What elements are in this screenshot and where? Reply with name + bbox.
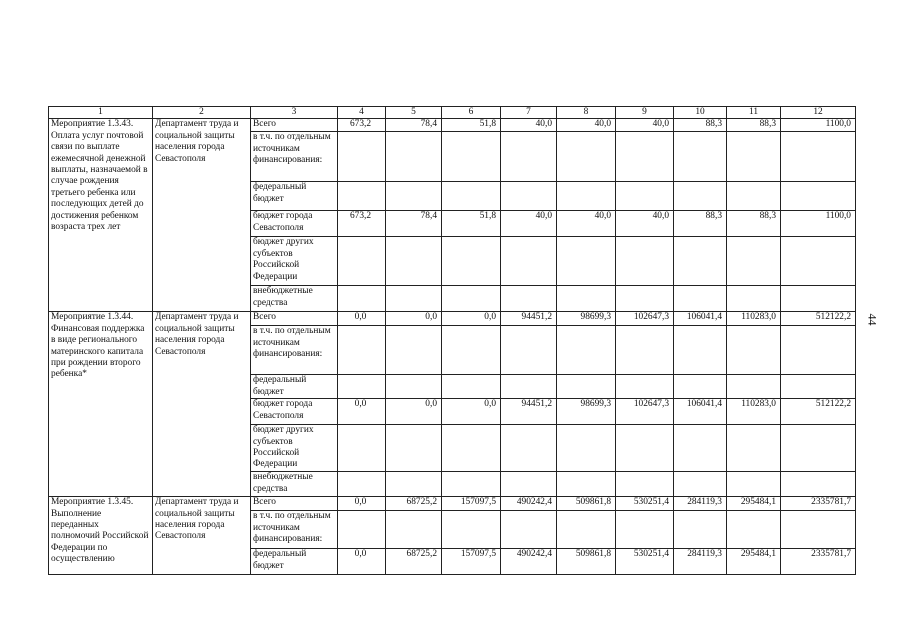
value-cell: 102647,3 — [616, 312, 674, 326]
header-cell: 6 — [442, 107, 501, 119]
value-cell — [616, 472, 674, 497]
value-cell — [674, 182, 727, 211]
value-cell — [727, 237, 781, 286]
value-cell — [501, 182, 557, 211]
value-cell — [674, 237, 727, 286]
value-cell — [386, 326, 442, 375]
funding-source-cell: в т.ч. по отдельным источникам финансирования: — [251, 326, 338, 375]
header-cell: 8 — [557, 107, 616, 119]
value-cell: 490242,4 — [501, 549, 557, 575]
value-cell: 490242,4 — [501, 497, 557, 511]
header-cell: 4 — [338, 107, 386, 119]
value-cell — [338, 182, 386, 211]
value-cell — [338, 237, 386, 286]
value-cell — [501, 132, 557, 182]
value-cell — [386, 511, 442, 549]
value-cell: 94451,2 — [501, 399, 557, 425]
value-cell: 2335781,7 — [781, 497, 856, 511]
value-cell — [442, 182, 501, 211]
value-cell — [386, 237, 442, 286]
value-cell: 78,4 — [386, 119, 442, 132]
value-cell: 0,0 — [338, 312, 386, 326]
value-cell — [674, 326, 727, 375]
funding-source-cell: Всего — [251, 497, 338, 511]
header-cell: 1 — [49, 107, 153, 119]
value-cell — [442, 425, 501, 472]
value-cell — [674, 286, 727, 312]
value-cell — [557, 326, 616, 375]
value-cell — [674, 425, 727, 472]
value-cell — [501, 237, 557, 286]
value-cell — [442, 375, 501, 399]
value-cell: 509861,8 — [557, 549, 616, 575]
funding-source-cell: Всего — [251, 312, 338, 326]
activity-name-cell: Мероприятие 1.3.44. Финансовая поддержка в виде регионального материнского капитала при рождении второго ребенка* — [49, 312, 153, 497]
value-cell — [338, 326, 386, 375]
value-cell — [616, 375, 674, 399]
value-cell — [557, 132, 616, 182]
value-cell: 88,3 — [674, 211, 727, 237]
activity-name-cell: Мероприятие 1.3.43. Оплата услуг почтовой связи по выплате ежемесячной денежной выплаты, назначаемой в случае рождения третьего ребенка или последующих детей до достижения ребенком возраста трех лет — [49, 119, 153, 312]
funding-source-cell: в т.ч. по отдельным источникам финансирования: — [251, 132, 338, 182]
value-cell — [501, 286, 557, 312]
value-cell — [781, 511, 856, 549]
value-cell — [557, 425, 616, 472]
value-cell: 68725,2 — [386, 497, 442, 511]
value-cell — [386, 286, 442, 312]
value-cell — [501, 326, 557, 375]
value-cell: 0,0 — [386, 312, 442, 326]
value-cell: 284119,3 — [674, 497, 727, 511]
value-cell: 110283,0 — [727, 312, 781, 326]
value-cell — [557, 182, 616, 211]
header-row — [49, 107, 856, 119]
value-cell — [386, 425, 442, 472]
value-cell — [727, 425, 781, 472]
value-cell — [338, 425, 386, 472]
value-cell: 40,0 — [616, 211, 674, 237]
value-cell: 88,3 — [674, 119, 727, 132]
value-cell — [616, 182, 674, 211]
value-cell: 512122,2 — [781, 312, 856, 326]
funding-source-cell: внебюджетные средства — [251, 286, 338, 312]
value-cell: 0,0 — [338, 399, 386, 425]
funding-source-cell: бюджет города Севастополя — [251, 399, 338, 425]
value-cell: 110283,0 — [727, 399, 781, 425]
value-cell — [557, 511, 616, 549]
value-cell — [616, 237, 674, 286]
funding-source-cell: федеральный бюджет — [251, 549, 338, 575]
value-cell — [338, 511, 386, 549]
table-row — [49, 119, 856, 132]
value-cell — [727, 326, 781, 375]
value-cell: 98699,3 — [557, 399, 616, 425]
value-cell — [442, 326, 501, 375]
value-cell — [442, 132, 501, 182]
value-cell: 51,8 — [442, 211, 501, 237]
table-row — [49, 312, 856, 326]
value-cell — [501, 375, 557, 399]
header-cell: 11 — [727, 107, 781, 119]
funding-source-cell: бюджет города Севастополя — [251, 211, 338, 237]
value-cell — [674, 472, 727, 497]
value-cell — [781, 326, 856, 375]
value-cell — [781, 132, 856, 182]
value-cell: 88,3 — [727, 211, 781, 237]
funding-source-cell: в т.ч. по отдельным источникам финансирования: — [251, 511, 338, 549]
value-cell — [386, 132, 442, 182]
value-cell — [557, 375, 616, 399]
value-cell — [781, 472, 856, 497]
value-cell — [338, 286, 386, 312]
funding-source-cell: бюджет других субъектов Российской Федерации — [251, 425, 338, 472]
department-cell: Департамент труда и социальной защиты населения города Севастополя — [153, 497, 251, 575]
header-cell: 9 — [616, 107, 674, 119]
value-cell — [338, 375, 386, 399]
value-cell — [781, 237, 856, 286]
value-cell — [781, 375, 856, 399]
value-cell: 1100,0 — [781, 211, 856, 237]
value-cell: 284119,3 — [674, 549, 727, 575]
value-cell — [781, 286, 856, 312]
value-cell: 0,0 — [442, 312, 501, 326]
funding-source-cell: Всего — [251, 119, 338, 132]
value-cell — [616, 286, 674, 312]
value-cell — [674, 375, 727, 399]
value-cell: 509861,8 — [557, 497, 616, 511]
value-cell: 40,0 — [501, 211, 557, 237]
value-cell — [616, 511, 674, 549]
value-cell — [442, 511, 501, 549]
value-cell: 0,0 — [386, 399, 442, 425]
value-cell — [674, 511, 727, 549]
header-cell: 12 — [781, 107, 856, 119]
funding-source-cell: внебюджетные средства — [251, 472, 338, 497]
value-cell: 102647,3 — [616, 399, 674, 425]
value-cell: 40,0 — [557, 211, 616, 237]
value-cell — [727, 182, 781, 211]
value-cell: 40,0 — [616, 119, 674, 132]
funding-source-cell: бюджет других субъектов Российской Федерации — [251, 237, 338, 286]
activity-name-cell: Мероприятие 1.3.45. Выполнение переданных полномочий Российской Федерации по осуществлению — [49, 497, 153, 575]
value-cell — [616, 132, 674, 182]
value-cell — [386, 182, 442, 211]
value-cell — [501, 472, 557, 497]
value-cell — [616, 326, 674, 375]
value-cell — [338, 472, 386, 497]
value-cell — [442, 286, 501, 312]
value-cell — [727, 375, 781, 399]
funding-source-cell: федеральный бюджет — [251, 182, 338, 211]
value-cell — [557, 286, 616, 312]
department-cell: Департамент труда и социальной защиты населения города Севастополя — [153, 119, 251, 312]
value-cell: 40,0 — [501, 119, 557, 132]
value-cell — [727, 472, 781, 497]
value-cell — [442, 237, 501, 286]
value-cell: 88,3 — [727, 119, 781, 132]
value-cell — [338, 132, 386, 182]
value-cell — [501, 511, 557, 549]
value-cell: 530251,4 — [616, 549, 674, 575]
value-cell: 68725,2 — [386, 549, 442, 575]
value-cell — [674, 132, 727, 182]
header-cell: 7 — [501, 107, 557, 119]
value-cell — [501, 425, 557, 472]
value-cell — [386, 472, 442, 497]
value-cell — [442, 472, 501, 497]
value-cell: 94451,2 — [501, 312, 557, 326]
page-number: 44 — [865, 313, 880, 326]
value-cell: 1100,0 — [781, 119, 856, 132]
value-cell: 157097,5 — [442, 497, 501, 511]
value-cell: 512122,2 — [781, 399, 856, 425]
value-cell: 673,2 — [338, 119, 386, 132]
value-cell: 51,8 — [442, 119, 501, 132]
value-cell: 106041,4 — [674, 399, 727, 425]
table-row — [49, 497, 856, 511]
value-cell — [727, 132, 781, 182]
budget-table — [48, 106, 856, 575]
value-cell: 106041,4 — [674, 312, 727, 326]
value-cell — [557, 472, 616, 497]
funding-source-cell: федеральный бюджет — [251, 375, 338, 399]
value-cell: 673,2 — [338, 211, 386, 237]
value-cell — [557, 237, 616, 286]
header-cell: 3 — [251, 107, 338, 119]
value-cell — [727, 511, 781, 549]
value-cell: 295484,1 — [727, 549, 781, 575]
value-cell: 0,0 — [338, 549, 386, 575]
value-cell: 0,0 — [338, 497, 386, 511]
value-cell: 530251,4 — [616, 497, 674, 511]
header-cell: 5 — [386, 107, 442, 119]
value-cell: 157097,5 — [442, 549, 501, 575]
header-cell: 2 — [153, 107, 251, 119]
value-cell — [781, 425, 856, 472]
value-cell: 98699,3 — [557, 312, 616, 326]
value-cell — [616, 425, 674, 472]
value-cell: 78,4 — [386, 211, 442, 237]
value-cell: 0,0 — [442, 399, 501, 425]
value-cell — [386, 375, 442, 399]
value-cell: 40,0 — [557, 119, 616, 132]
department-cell: Департамент труда и социальной защиты населения города Севастополя — [153, 312, 251, 497]
value-cell: 295484,1 — [727, 497, 781, 511]
header-cell: 10 — [674, 107, 727, 119]
value-cell — [781, 182, 856, 211]
value-cell: 2335781,7 — [781, 549, 856, 575]
value-cell — [727, 286, 781, 312]
